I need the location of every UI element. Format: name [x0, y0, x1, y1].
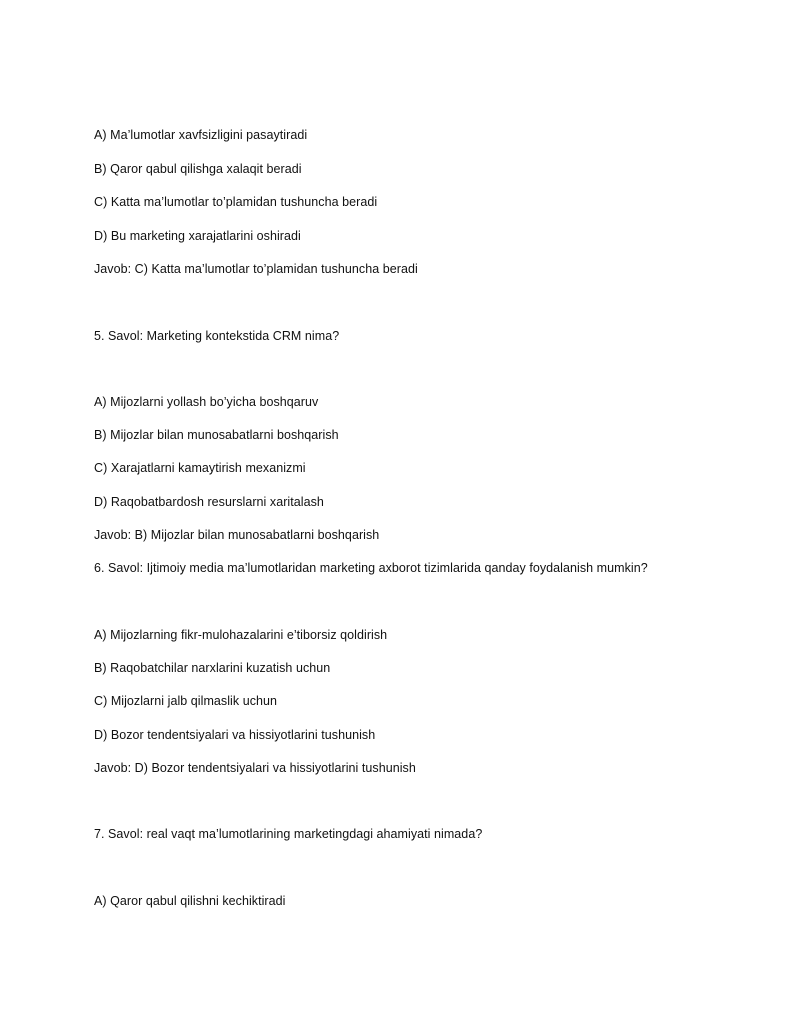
answer-option-c: C) Katta ma’lumotlar to’plamidan tushuncha beradi: [94, 195, 378, 209]
question-6: 6. Savol: Ijtimoiy media ma’lumotlaridan marketing axborot tizimlarida qanday foydalanish mumkin?: [94, 561, 648, 575]
question-5: 5. Savol: Marketing kontekstida CRM nima?: [94, 329, 340, 343]
answer-option-a: A) Mijozlarni yollash bo’yicha boshqaruv: [94, 395, 319, 409]
answer-option-c: C) Mijozlarni jalb qilmaslik uchun: [94, 694, 278, 708]
answer-option-a: A) Qaror qabul qilishni kechiktiradi: [94, 894, 286, 908]
answer-option-c: C) Xarajatlarni kamaytirish mexanizmi: [94, 461, 306, 475]
answer-option-d: D) Bozor tendentsiyalari va hissiyotlarini tushunish: [94, 728, 376, 742]
answer-option-d: D) Raqobatbardosh resurslarni xaritalash: [94, 495, 324, 509]
answer-option-a: A) Mijozlarning fikr-mulohazalarini e’tiborsiz qoldirish: [94, 628, 388, 642]
answer-option-b: B) Raqobatchilar narxlarini kuzatish uchun: [94, 661, 331, 675]
answer-option-d: D) Bu marketing xarajatlarini oshiradi: [94, 229, 301, 243]
answer-key: Javob: D) Bozor tendentsiyalari va hissiyotlarini tushunish: [94, 761, 416, 775]
answer-key: Javob: C) Katta ma’lumotlar to’plamidan tushuncha beradi: [94, 262, 418, 276]
answer-option-a: A) Ma’lumotlar xavfsizligini pasaytiradi: [94, 128, 308, 142]
answer-option-b: B) Qaror qabul qilishga xalaqit beradi: [94, 162, 302, 176]
answer-option-b: B) Mijozlar bilan munosabatlarni boshqarish: [94, 428, 339, 442]
question-7: 7. Savol: real vaqt ma’lumotlarining marketingdagi ahamiyati nimada?: [94, 827, 483, 841]
answer-key: Javob: B) Mijozlar bilan munosabatlarni boshqarish: [94, 528, 380, 542]
